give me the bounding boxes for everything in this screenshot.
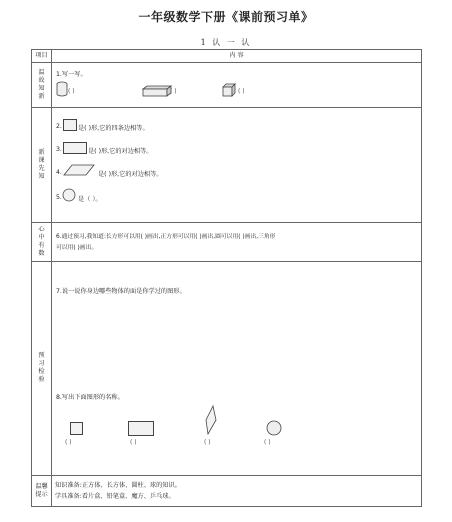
cube-icon: [222, 83, 236, 97]
check-row: [32, 261, 422, 476]
cylinder-icon: [56, 81, 68, 97]
rectangle-icon: [63, 142, 87, 154]
rhombus-icon: [205, 405, 217, 435]
question-6-line-2: 可以用( )画出。: [56, 244, 98, 251]
preview-content: 2. 是( )形,它的四条边相等。 3. 是( )形,它的对边相等。 4. 是( )形,它的对边相等。 5. 是（ ）。: [52, 108, 422, 223]
preview-row: [32, 108, 422, 223]
answer-blank[interactable]: ( ): [170, 88, 177, 96]
answer-blank[interactable]: ( ): [204, 438, 211, 446]
answer-blank[interactable]: ( ): [130, 438, 137, 446]
tip-tools: 学具准备:看片盒、铅笔盒、魔方、乒乓球。: [55, 493, 175, 501]
page-title: 一年级数学下册《课前预习单》: [138, 10, 314, 24]
answer-blank[interactable]: ( ): [65, 438, 72, 446]
question-8: 8.写出下面图形的名称。: [56, 393, 124, 401]
tips-content: [52, 476, 422, 507]
question-3: 是( )形,它的对边相等。: [88, 148, 153, 156]
question-7: 7.说一说你身边哪些物体的面是你学过的图形。: [56, 287, 186, 295]
question-5: 是（ ）。: [78, 196, 102, 204]
tips-label: 温馨 提示: [32, 476, 52, 507]
review-content: [52, 63, 422, 108]
cuboid-icon: [142, 85, 172, 97]
header-item: 项目: [32, 50, 52, 63]
tips-row: [32, 476, 422, 507]
answer-blank[interactable]: ( ): [238, 88, 245, 96]
square-icon: [70, 422, 83, 435]
square-icon: [63, 119, 77, 131]
tip-knowledge: 知识准备:正方体、长方体、圆柱、球的知识。: [55, 482, 181, 490]
review-label: 温 故 知 新: [32, 63, 52, 108]
table-header-row: [32, 50, 422, 63]
circle-icon: [62, 188, 76, 202]
parallelogram-icon: [63, 164, 95, 176]
question-2: 是( )形,它的四条边相等。: [78, 125, 149, 133]
check-content: [52, 261, 422, 476]
section-subtitle: 1 认 一 认: [200, 38, 252, 47]
question-1: 1.写一写。: [56, 71, 87, 79]
summary-label: 心 中 有 数: [32, 222, 52, 261]
check-label: 预 习 检 验: [32, 261, 52, 476]
worksheet-table: [31, 49, 422, 507]
answer-blank[interactable]: ( ): [264, 438, 271, 446]
review-row: [32, 63, 422, 108]
question-6-line-1: 6.通过预习,我知道:长方形可以用( )画出,正方形可以用( )画出,圆可以用( )画出,三角形: [56, 233, 276, 240]
circle-icon: [266, 420, 282, 436]
summary-content: [52, 222, 422, 261]
rectangle-icon: [128, 421, 154, 436]
preview-label: 新 课 先 知: [32, 108, 52, 223]
header-content: 内 容: [52, 50, 422, 63]
question-4: 是( )形,它的对边相等。: [98, 171, 163, 179]
answer-blank[interactable]: ( ): [68, 88, 75, 96]
summary-row: [32, 222, 422, 261]
